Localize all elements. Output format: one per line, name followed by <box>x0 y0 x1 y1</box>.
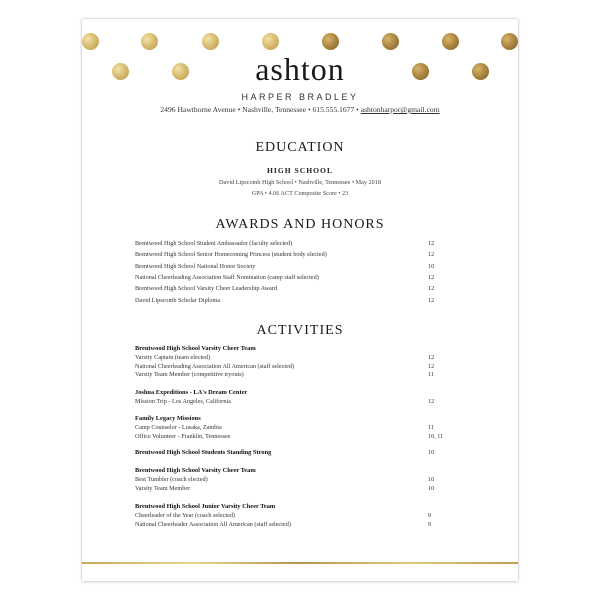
award-grade: 12 <box>428 296 435 304</box>
activity-grade: 12 <box>428 354 435 361</box>
activity-grade: 10 <box>428 484 435 492</box>
resume-page <box>82 19 518 581</box>
activity-item: Best Tumbler (coach elected) <box>135 476 208 483</box>
award-grade: 10 <box>428 262 435 270</box>
award-grade: 12 <box>428 240 435 247</box>
award-item: David Lipscomb Scholar Diploma <box>135 296 221 304</box>
activities-heading: ACTIVITIES <box>256 323 344 338</box>
activity-grade: 10, 11 <box>428 432 444 440</box>
award-item: Brentwood High School Varsity Cheer Leadership Award <box>135 285 277 293</box>
education-school-line: David Lipscomb High School • Nashville, Tennessee • May 2018 <box>219 179 381 186</box>
activity-grade: 12 <box>428 398 435 405</box>
gold-dot-decoration <box>262 33 279 50</box>
gold-dot-decoration <box>442 33 459 50</box>
activity-group-title: Brentwood High School Varsity Cheer Team <box>135 345 256 352</box>
activity-grade: 11 <box>428 371 434 379</box>
activity-group-title: Brentwood High School Students Standing Strong <box>135 449 272 456</box>
last-name: HARPER BRADLEY <box>241 92 359 102</box>
first-name: ashton <box>255 51 345 87</box>
award-item: National Cheerleading Association Staff Nomination (camp staff selected) <box>135 273 319 281</box>
activity-grade: 11 <box>428 424 434 431</box>
gold-dot-decoration <box>82 33 99 50</box>
activity-grade: 9 <box>428 520 432 528</box>
activity-item: National Cheerleading Association All American (staff selected) <box>135 362 294 370</box>
gold-dot-decoration <box>382 33 399 50</box>
activity-item: Office Volunteer - Franklin, Tennessee <box>135 432 231 440</box>
activity-item: Camp Counselor - Lusaka, Zambia <box>135 424 222 431</box>
award-grade: 12 <box>428 251 435 259</box>
education-heading: EDUCATION <box>255 140 345 155</box>
activity-item: Varsity Captain (team elected) <box>135 354 211 361</box>
activity-grade: 10 <box>428 476 435 483</box>
activity-item: Varsity Team Member (competitive tryouts) <box>135 371 244 379</box>
address-text: 2496 Hawthorne Avenue • Nashville, Tennessee • 615.555.1677 • <box>160 105 361 114</box>
award-item: Brentwood High School Senior Homecoming Princess (student body elected) <box>135 251 327 259</box>
activity-item: Varsity Team Member <box>135 484 191 492</box>
activity-group-title: Brentwood High School Varsity Cheer Team <box>135 467 256 474</box>
award-item: Brentwood High School Student Ambassador (faculty selected) <box>135 240 293 247</box>
award-grade: 12 <box>428 285 435 293</box>
activity-group-title: Family Legacy Missions <box>135 415 201 422</box>
gold-dot-decoration <box>141 33 158 50</box>
contact-line <box>82 105 518 114</box>
activity-grade: 9 <box>428 512 432 519</box>
award-item: Brentwood High School National Honor Society <box>135 262 256 270</box>
gold-dot-decoration <box>202 33 219 50</box>
activity-group-grade: 10 <box>428 449 435 456</box>
email-link[interactable]: ashtonharpor@gmail.com <box>360 105 440 114</box>
activity-item: Cheerleader of the Year (coach selected) <box>135 512 235 519</box>
gold-dot-decoration <box>322 33 339 50</box>
awards-heading: AWARDS AND HONORS <box>215 217 385 232</box>
activity-item: Mission Trip - Los Angeles, California <box>135 398 231 405</box>
award-grade: 12 <box>428 273 435 281</box>
education-scores-line: GPA • 4.06 ACT Composite Score • 23 <box>251 190 349 197</box>
gold-dot-decoration <box>501 33 518 50</box>
education-school-type: HIGH SCHOOL <box>266 166 334 175</box>
activity-group-title: Joshua Expeditions - LA's Dream Center <box>135 389 248 396</box>
activity-group-title: Brentwood High School Junior Varsity Cheer Team <box>135 503 276 510</box>
activity-grade: 12 <box>428 362 435 370</box>
gold-foil-divider <box>82 562 518 564</box>
activity-item: National Cheerleader Association All American (staff selected) <box>135 520 291 528</box>
